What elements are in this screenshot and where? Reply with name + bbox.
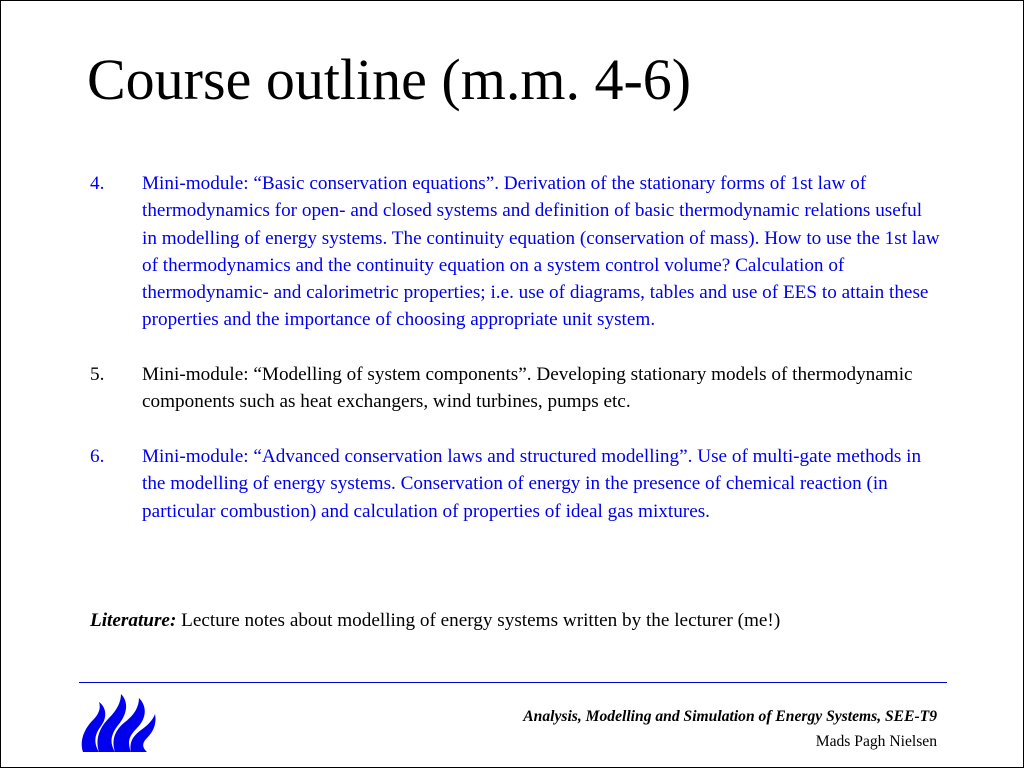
item-text: Mini-module: “Modelling of system components”. Developing stationary models of thermodynamic components such as heat exchangers, wind turbines, pumps etc. [142,364,913,413]
footer-divider [79,682,947,683]
footer-author: Mads Pagh Nielsen [815,733,937,750]
item-number: 4. [90,173,105,194]
list-item-4 [90,170,940,334]
course-outline-list [90,170,940,552]
list-item-5 [90,361,940,416]
item-number: 5. [90,364,105,386]
literature-label: Literature: [90,610,177,631]
slide-title: Course outline (m.m. 4-6) [87,47,692,112]
list-item-6 [90,443,940,525]
item-text: Mini-module: “Basic conservation equations”. Derivation of the stationary forms of 1st law of thermodynamics for open- and closed systems and definition of basic thermodynamic relations useful in modelling of energy systems. The continuity equation (conservation of mass). How to use the 1st law of thermodynamics and the continuity equation on a system control volume? Calculation of thermodynamic- and calorimetric properties; i.e. use of diagrams, tables and use of EES to attain these properties and the importance of choosing appropriate unit system. [142,173,940,331]
literature-text: Lecture notes about modelling of energy systems written by the lecturer (me!) [181,610,781,631]
wave-logo-icon [77,690,157,756]
item-text: Mini-module: “Advanced conservation laws and structured modelling”. Use of multi-gate methods in the modelling of energy systems. Conservation of energy in the presence of chemical reaction (in particular combustion) and calculation of properties of ideal gas mixtures. [142,445,922,522]
item-number: 6. [90,445,105,467]
footer-course-title: Analysis, Modelling and Simulation of Energy Systems, SEE-T9 [523,708,937,725]
literature-note [90,607,970,634]
